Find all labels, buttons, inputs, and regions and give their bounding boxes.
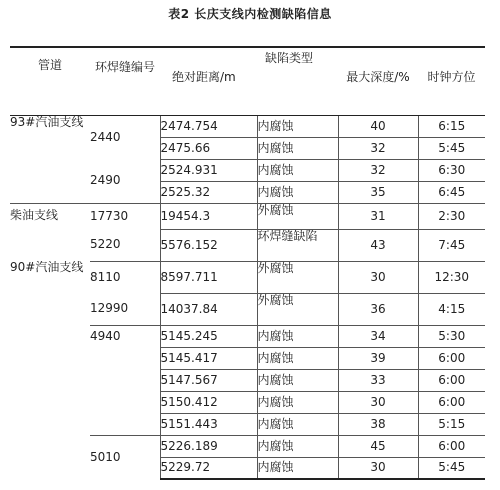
- distance-cell: 5145.245: [160, 325, 257, 347]
- depth-cell: 39: [338, 347, 418, 369]
- header-weld-no: 环焊缝编号: [90, 47, 160, 115]
- defect-type-cell: 内腐蚀: [257, 413, 338, 435]
- depth-cell: 30: [338, 457, 418, 479]
- depth-cell: 32: [338, 137, 418, 159]
- distance-cell: 5150.412: [160, 391, 257, 413]
- distance-cell: 8597.711: [160, 261, 257, 293]
- defect-type-cell: 内腐蚀: [257, 347, 338, 369]
- defect-type-cell: 内腐蚀: [257, 457, 338, 479]
- clock-cell: 6:00: [418, 347, 485, 369]
- defect-type-cell: 内腐蚀: [257, 325, 338, 347]
- defect-type-cell: 内腐蚀: [257, 369, 338, 391]
- table-row: [10, 261, 485, 293]
- depth-cell: 33: [338, 369, 418, 391]
- weld-cell: 2490: [90, 159, 160, 203]
- defect-type-cell: 内腐蚀: [257, 115, 338, 137]
- clock-cell: 4:15: [418, 293, 485, 325]
- clock-cell: 5:30: [418, 325, 485, 347]
- depth-cell: 45: [338, 435, 418, 457]
- pipeline-cell: 柴油支线: [10, 207, 59, 222]
- distance-cell: 2524.931: [160, 159, 257, 181]
- clock-cell: 5:45: [418, 457, 485, 479]
- depth-cell: 35: [338, 181, 418, 203]
- depth-cell: 31: [338, 203, 418, 229]
- clock-cell: 6:00: [418, 369, 485, 391]
- distance-cell: 5226.189: [160, 435, 257, 457]
- distance-cell: 2525.32: [160, 181, 257, 203]
- clock-cell: 12:30: [418, 261, 485, 293]
- distance-cell: 2475.66: [160, 137, 257, 159]
- depth-cell: 32: [338, 159, 418, 181]
- clock-cell: 2:30: [418, 203, 485, 229]
- pipeline-cell: 90#汽油支线: [10, 261, 84, 274]
- weld-cell: 5220: [90, 229, 160, 261]
- clock-cell: 5:45: [418, 137, 485, 159]
- defect-type-cell: 内腐蚀: [257, 159, 338, 181]
- clock-cell: 7:45: [418, 229, 485, 261]
- clock-cell: 5:15: [418, 413, 485, 435]
- defect-type-cell: 内腐蚀: [257, 181, 338, 203]
- clock-cell: 6:45: [418, 181, 485, 203]
- header-clock: 时钟方位: [418, 47, 485, 115]
- distance-cell: 5576.152: [160, 229, 257, 261]
- table-caption: 表2 长庆支线内检测缺陷信息: [168, 7, 332, 21]
- distance-cell: 5147.567: [160, 369, 257, 391]
- distance-cell: 2474.754: [160, 115, 257, 137]
- weld-cell: 12990: [90, 293, 160, 325]
- depth-cell: 43: [338, 229, 418, 261]
- defect-type-cell: 内腐蚀: [257, 391, 338, 413]
- weld-cell: 8110: [90, 269, 121, 284]
- distance-cell: 5145.417: [160, 347, 257, 369]
- table-row: [10, 115, 485, 137]
- defect-type-cell: 外腐蚀: [257, 293, 338, 325]
- depth-cell: 38: [338, 413, 418, 435]
- defect-type-cell: 内腐蚀: [257, 137, 338, 159]
- clock-cell: 6:15: [418, 115, 485, 137]
- header-defect-type: 缺陷类型: [257, 47, 338, 115]
- pipeline-cell: 93#汽油支线: [10, 115, 90, 203]
- clock-cell: 6:00: [418, 391, 485, 413]
- distance-cell: 5151.443: [160, 413, 257, 435]
- table-row: [10, 203, 485, 229]
- depth-cell: 34: [338, 325, 418, 347]
- depth-cell: 30: [338, 261, 418, 293]
- weld-cell: 17730: [90, 208, 129, 223]
- header-max-depth: 最大深度/%: [338, 47, 418, 115]
- distance-cell: 14037.84: [160, 293, 257, 325]
- clock-cell: 6:00: [418, 435, 485, 457]
- weld-cell: 5010: [90, 449, 121, 464]
- defect-table: [10, 46, 485, 480]
- depth-cell: 30: [338, 391, 418, 413]
- distance-cell: 5229.72: [160, 457, 257, 479]
- header-distance: 绝对距离/m: [160, 47, 257, 115]
- clock-cell: 6:30: [418, 159, 485, 181]
- weld-cell: 2440: [90, 129, 121, 144]
- defect-type-cell: 内腐蚀: [257, 435, 338, 457]
- defect-type-cell: 外腐蚀: [257, 261, 338, 293]
- weld-cell: 4940: [90, 325, 160, 435]
- depth-cell: 36: [338, 293, 418, 325]
- distance-cell: 19454.3: [160, 203, 257, 229]
- depth-cell: 40: [338, 115, 418, 137]
- header-pipeline: 管道: [10, 47, 90, 115]
- defect-type-cell: 环焊缝缺陷: [257, 229, 338, 261]
- header-row: [10, 47, 485, 115]
- defect-type-cell: 外腐蚀: [257, 203, 338, 229]
